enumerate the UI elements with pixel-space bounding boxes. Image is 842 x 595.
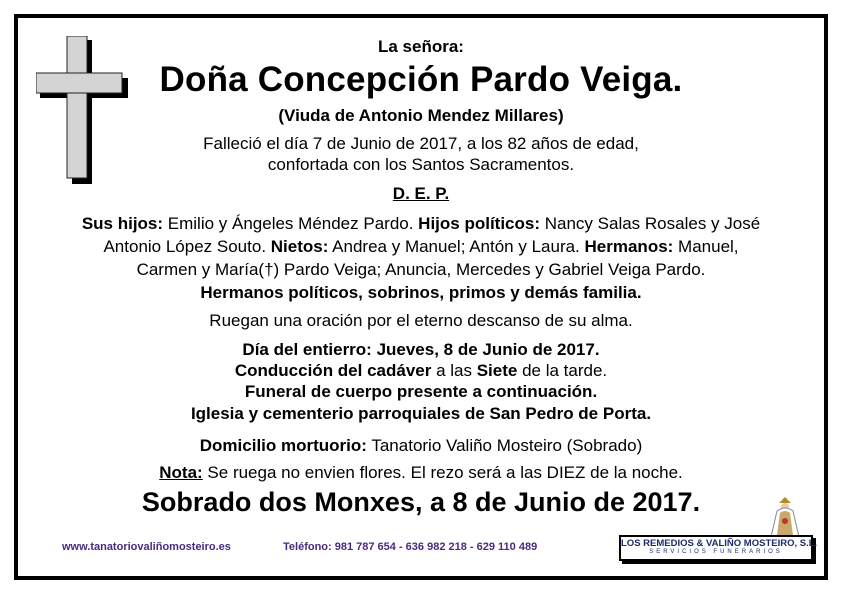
procession-label: Conducción del cadáver xyxy=(234,361,432,380)
family-text: Andrea y Manuel; Antón y Laura. xyxy=(328,237,585,256)
company-subtitle: SERVICIOS FUNERARIOS xyxy=(649,549,783,555)
family-text: Manuel, xyxy=(673,237,739,256)
procession-time: Siete xyxy=(476,361,518,380)
family-label: Hermanos: xyxy=(584,237,674,256)
note-label: Nota: xyxy=(159,463,203,482)
procession-line xyxy=(0,361,842,381)
phone-text: Teléfono: 981 787 654 - 636 982 218 - 629 110 489 xyxy=(283,541,538,553)
family-text: Emilio y Ángeles Méndez Pardo. xyxy=(163,214,419,233)
family-label: Hijos políticos: xyxy=(418,214,541,233)
procession-text: a las xyxy=(431,361,477,380)
family-line-1 xyxy=(0,214,842,234)
note-value: Se ruega no envien flores. El rezo será a las DIEZ de la noche. xyxy=(202,463,683,482)
death-line-1: Falleció el día 7 de Junio de 2017, a los 82 años de edad, xyxy=(203,134,639,153)
family-label: Nietos: xyxy=(270,237,329,256)
website-link[interactable]: www.tanatoriovaliñomosteiro.es xyxy=(62,541,231,553)
domicile-value: Tanatorio Valiño Mosteiro (Sobrado) xyxy=(366,436,643,455)
burial-line: Día del entierro: Jueves, 8 de Junio de 2017. xyxy=(242,340,600,359)
family-line-3: Carmen y María(†) Pardo Veiga; Anuncia, Mercedes y Gabriel Veiga Pardo. xyxy=(136,260,706,279)
church-line: Iglesia y cementerio parroquiales de San Pedro de Porta. xyxy=(190,404,652,423)
note-line xyxy=(0,463,842,483)
procession-text: de la tarde. xyxy=(517,361,608,380)
domicile-label: Domicilio mortuorio: xyxy=(199,436,367,455)
deceased-name: Doña Concepción Pardo Veiga. xyxy=(159,60,683,99)
company-name: LOS REMEDIOS & VALIÑO MOSTEIRO, S.L. xyxy=(621,538,818,549)
company-logo xyxy=(619,495,818,563)
prayer-text: Ruegan una oración por el eterno descanso de su alma. xyxy=(209,311,633,330)
domicile-line xyxy=(0,436,842,456)
dep-text: D. E. P. xyxy=(392,184,450,203)
family-label: Sus hijos: xyxy=(81,214,164,233)
funeral-line: Funeral de cuerpo presente a continuación. xyxy=(244,382,598,401)
place-date: Sobrado dos Monxes, a 8 de Junio de 2017. xyxy=(141,487,701,517)
widow-line: (Viuda de Antonio Mendez Millares) xyxy=(278,106,564,125)
death-line-2: confortada con los Santos Sacramentos. xyxy=(267,155,575,174)
family-text: Nancy Salas Rosales y José xyxy=(540,214,761,233)
virgin-figure-icon xyxy=(765,495,805,537)
logo-box xyxy=(619,535,818,561)
family-line-2 xyxy=(0,237,842,257)
family-text: Antonio López Souto. xyxy=(103,237,271,256)
intro-text: La señora: xyxy=(378,37,464,56)
family-line-4: Hermanos políticos, sobrinos, primos y demás familia. xyxy=(200,283,642,302)
